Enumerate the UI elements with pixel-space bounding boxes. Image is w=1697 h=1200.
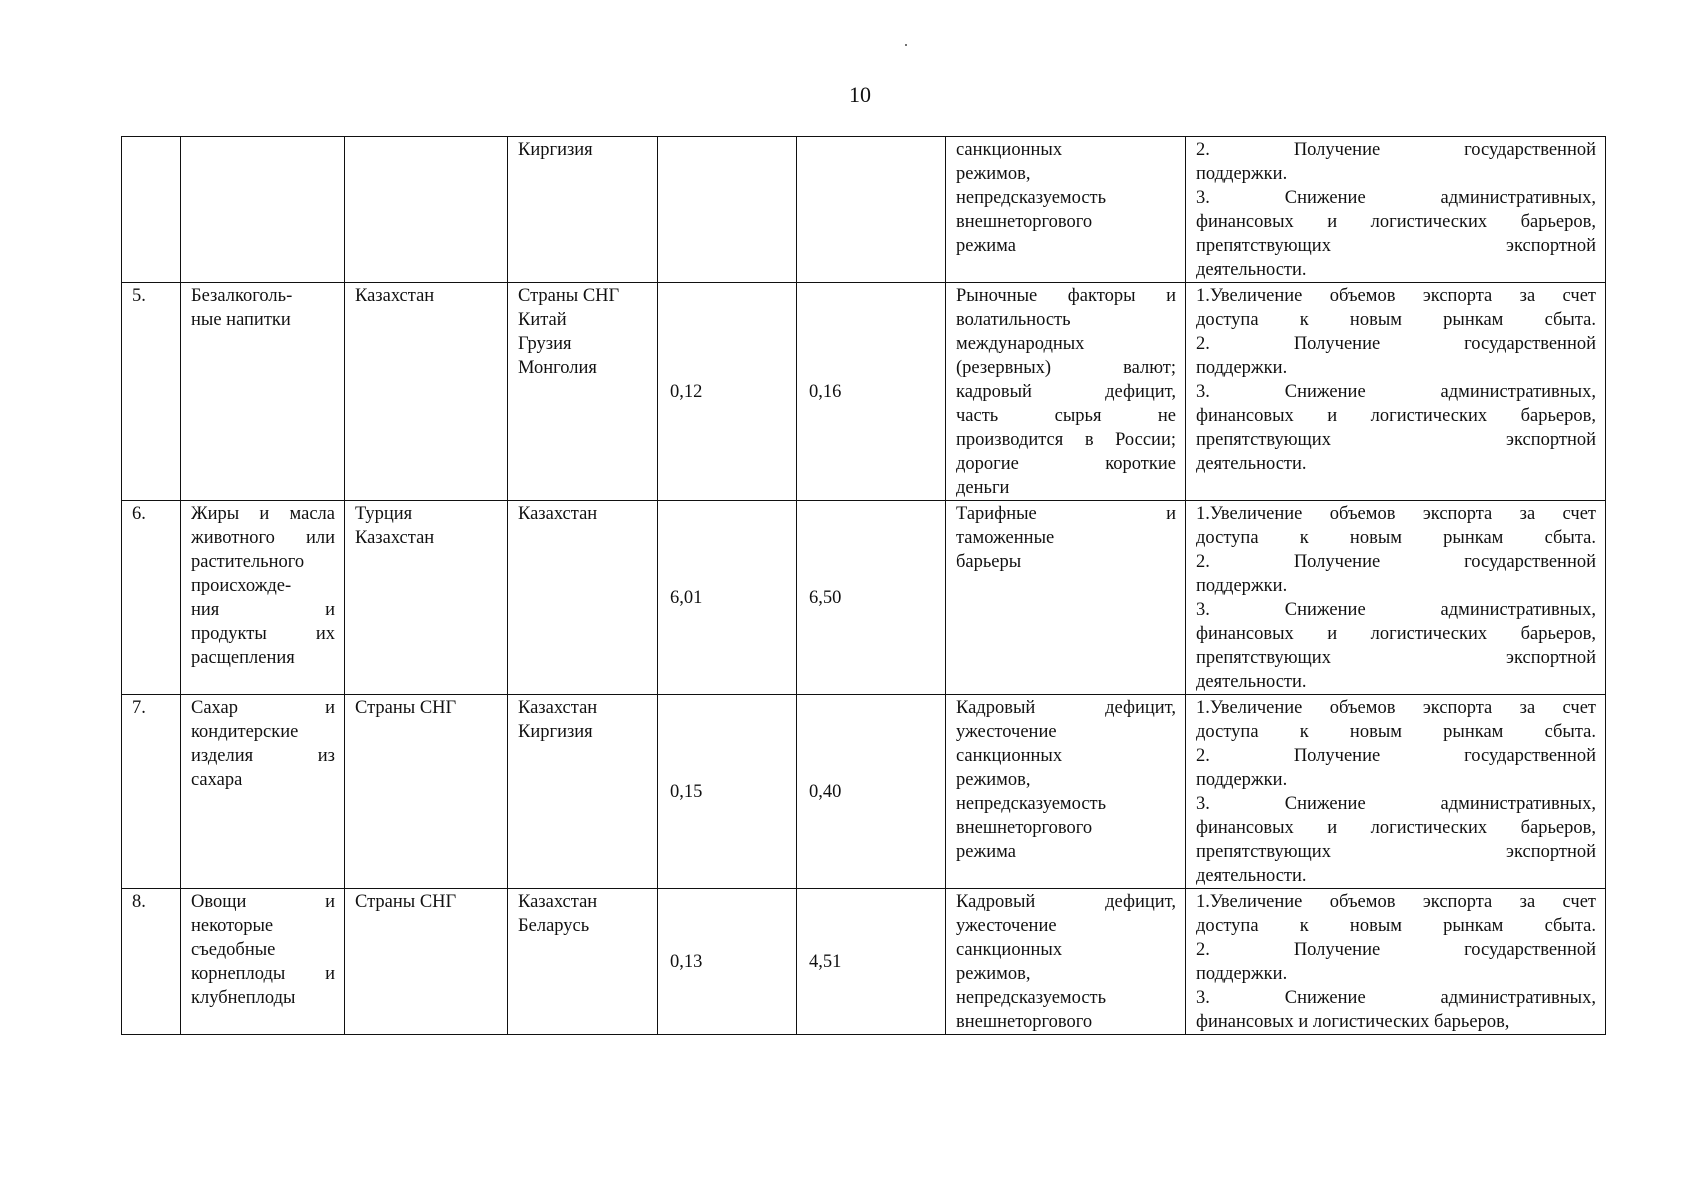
cell-line: ные напитки [191,310,291,330]
cell-line: деятельности. [1196,672,1307,692]
cell-line: санкционных [956,140,1063,160]
cell-line: поддержки. [1196,164,1288,184]
cell-line: финансовых и логистических барьеров, [1196,818,1596,838]
measures-cell [1186,889,1606,1035]
markets-cell [508,137,658,283]
exporters-cell [345,889,508,1035]
cell-line: расщепления [191,648,295,668]
cell-line: Страны СНГ [355,698,457,718]
cell-line: продукты их [191,624,335,644]
row-number [122,137,181,283]
cell-line: препятствующих экспортной [1196,430,1596,450]
value-a-cell: 0,15 [658,695,797,889]
export-table [121,136,1606,1035]
cell-line: деятельности. [1196,866,1307,886]
cell-line: режимов, [956,964,1031,984]
cell-line: 2. Получение государственной [1196,334,1596,354]
cell-line: 1.Увеличение объемов экспорта за счет [1196,698,1596,718]
cell-line: внешнеторгового [956,1012,1093,1032]
cell-line: режима [956,842,1016,862]
cell-line: деятельности. [1196,454,1307,474]
table-row [122,695,1606,889]
cell-line: 2. Получение государственной [1196,746,1596,766]
cell-line: ужесточение [956,722,1057,742]
cell-line: Китай [518,310,567,330]
row-number: 5. [122,283,181,501]
page-number: 10 [849,82,871,107]
cell-line: санкционных [956,940,1063,960]
cell-line: режима [956,236,1016,256]
cell-line: 3. Снижение административных, [1196,600,1596,620]
cell-line: доступа к новым рынкам сбыта. [1196,916,1596,936]
cell-line: Киргизия [518,722,593,742]
product-cell [181,137,345,283]
cell-line: 2. Получение государственной [1196,140,1596,160]
cell-line: производится в России; [956,430,1176,450]
exporters-cell [345,283,508,501]
cell-line: 1.Увеличение объемов экспорта за счет [1196,286,1596,306]
cell-line: доступа к новым рынкам сбыта. [1196,722,1596,742]
row-number: 7. [122,695,181,889]
cell-line: Казахстан [518,698,598,718]
value-a-cell [658,137,797,283]
cell-line: финансовых и логистических барьеров, [1196,212,1596,232]
cell-line: финансовых и логистических барьеров, [1196,406,1596,426]
markets-cell [508,283,658,501]
cell-line: барьеры [956,552,1022,572]
barriers-cell [946,137,1186,283]
table-row [122,137,1606,283]
table-body [122,137,1606,1035]
cell-line: Грузия [518,334,572,354]
value-a-cell: 0,13 [658,889,797,1035]
product-cell [181,889,345,1035]
cell-line: часть сырья не [956,406,1176,426]
cell-line: препятствующих экспортной [1196,648,1596,668]
cell-line: Турция [355,504,413,524]
cell-line: санкционных [956,746,1063,766]
value-b-cell: 4,51 [797,889,946,1035]
cell-line: Киргизия [518,140,593,160]
cell-line: Кадровый дефицит, [956,892,1176,912]
value-b-cell [797,137,946,283]
cell-line: деньги [956,478,1010,498]
barriers-cell [946,283,1186,501]
cell-line: волатильность [956,310,1071,330]
cell-line: Монголия [518,358,597,378]
measures-cell [1186,695,1606,889]
product-cell [181,283,345,501]
scan-speck [905,44,907,46]
cell-line: Казахстан [355,528,435,548]
barriers-cell [946,501,1186,695]
cell-line: животного или [191,528,335,548]
cell-line: Овощи и [191,892,335,912]
cell-line: Жиры и масла [191,504,335,524]
measures-cell [1186,501,1606,695]
cell-line: Казахстан [518,892,598,912]
cell-line: внешнеторгового [956,818,1093,838]
cell-line: Казахстан [518,504,598,524]
cell-line: ния и [191,600,335,620]
cell-line: Страны СНГ [518,286,620,306]
cell-line: поддержки. [1196,770,1288,790]
table-row [122,283,1606,501]
cell-line: 2. Получение государственной [1196,552,1596,572]
cell-line: кондитерские [191,722,299,742]
cell-line: внешнеторгового [956,212,1093,232]
cell-line: ужесточение [956,916,1057,936]
table-row [122,889,1606,1035]
cell-line: Рыночные факторы и [956,286,1176,306]
cell-line: 2. Получение государственной [1196,940,1596,960]
product-cell [181,501,345,695]
value-b-cell: 6,50 [797,501,946,695]
cell-line: финансовых и логистических барьеров, [1196,1012,1510,1032]
cell-line: Страны СНГ [355,892,457,912]
cell-line: дорогие короткие [956,454,1176,474]
cell-line: растительного [191,552,305,572]
cell-line: Сахар и [191,698,335,718]
cell-line: непредсказуемость [956,988,1107,1008]
cell-line: режимов, [956,164,1031,184]
row-number: 6. [122,501,181,695]
markets-cell [508,501,658,695]
value-a-cell: 6,01 [658,501,797,695]
cell-line: непредсказуемость [956,794,1107,814]
cell-line: 3. Снижение административных, [1196,382,1596,402]
exporters-cell [345,695,508,889]
cell-line: 1.Увеличение объемов экспорта за счет [1196,892,1596,912]
value-b-cell: 0,40 [797,695,946,889]
cell-line: препятствующих экспортной [1196,236,1596,256]
cell-line: доступа к новым рынкам сбыта. [1196,528,1596,548]
cell-line: Кадровый дефицит, [956,698,1176,718]
cell-line: клубнеплоды [191,988,296,1008]
cell-line: (резервных) валют; [956,358,1176,378]
value-a-cell: 0,12 [658,283,797,501]
markets-cell [508,889,658,1035]
cell-line: некоторые [191,916,274,936]
exporters-cell [345,501,508,695]
cell-line: кадровый дефицит, [956,382,1176,402]
exporters-cell [345,137,508,283]
cell-line: 3. Снижение административных, [1196,188,1596,208]
barriers-cell [946,889,1186,1035]
cell-line: 1.Увеличение объемов экспорта за счет [1196,504,1596,524]
cell-line: непредсказуемость [956,188,1107,208]
cell-line: Беларусь [518,916,590,936]
cell-line: съедобные [191,940,276,960]
cell-line: Тарифные и [956,504,1176,524]
cell-line: препятствующих экспортной [1196,842,1596,862]
cell-line: происхожде- [191,576,292,596]
table-row [122,501,1606,695]
measures-cell [1186,137,1606,283]
cell-line: изделия из [191,746,335,766]
cell-line: режимов, [956,770,1031,790]
cell-line: корнеплоды и [191,964,335,984]
cell-line: Казахстан [355,286,435,306]
measures-cell [1186,283,1606,501]
cell-line: деятельности. [1196,260,1307,280]
markets-cell [508,695,658,889]
cell-line: таможенные [956,528,1055,548]
cell-line: финансовых и логистических барьеров, [1196,624,1596,644]
cell-line: сахара [191,770,243,790]
cell-line: поддержки. [1196,358,1288,378]
cell-line: поддержки. [1196,576,1288,596]
cell-line: 3. Снижение административных, [1196,794,1596,814]
cell-line: 3. Снижение административных, [1196,988,1596,1008]
barriers-cell [946,695,1186,889]
value-b-cell: 0,16 [797,283,946,501]
cell-line: Безалкоголь- [191,286,293,306]
product-cell [181,695,345,889]
row-number: 8. [122,889,181,1035]
cell-line: международных [956,334,1085,354]
cell-line: поддержки. [1196,964,1288,984]
cell-line: доступа к новым рынкам сбыта. [1196,310,1596,330]
